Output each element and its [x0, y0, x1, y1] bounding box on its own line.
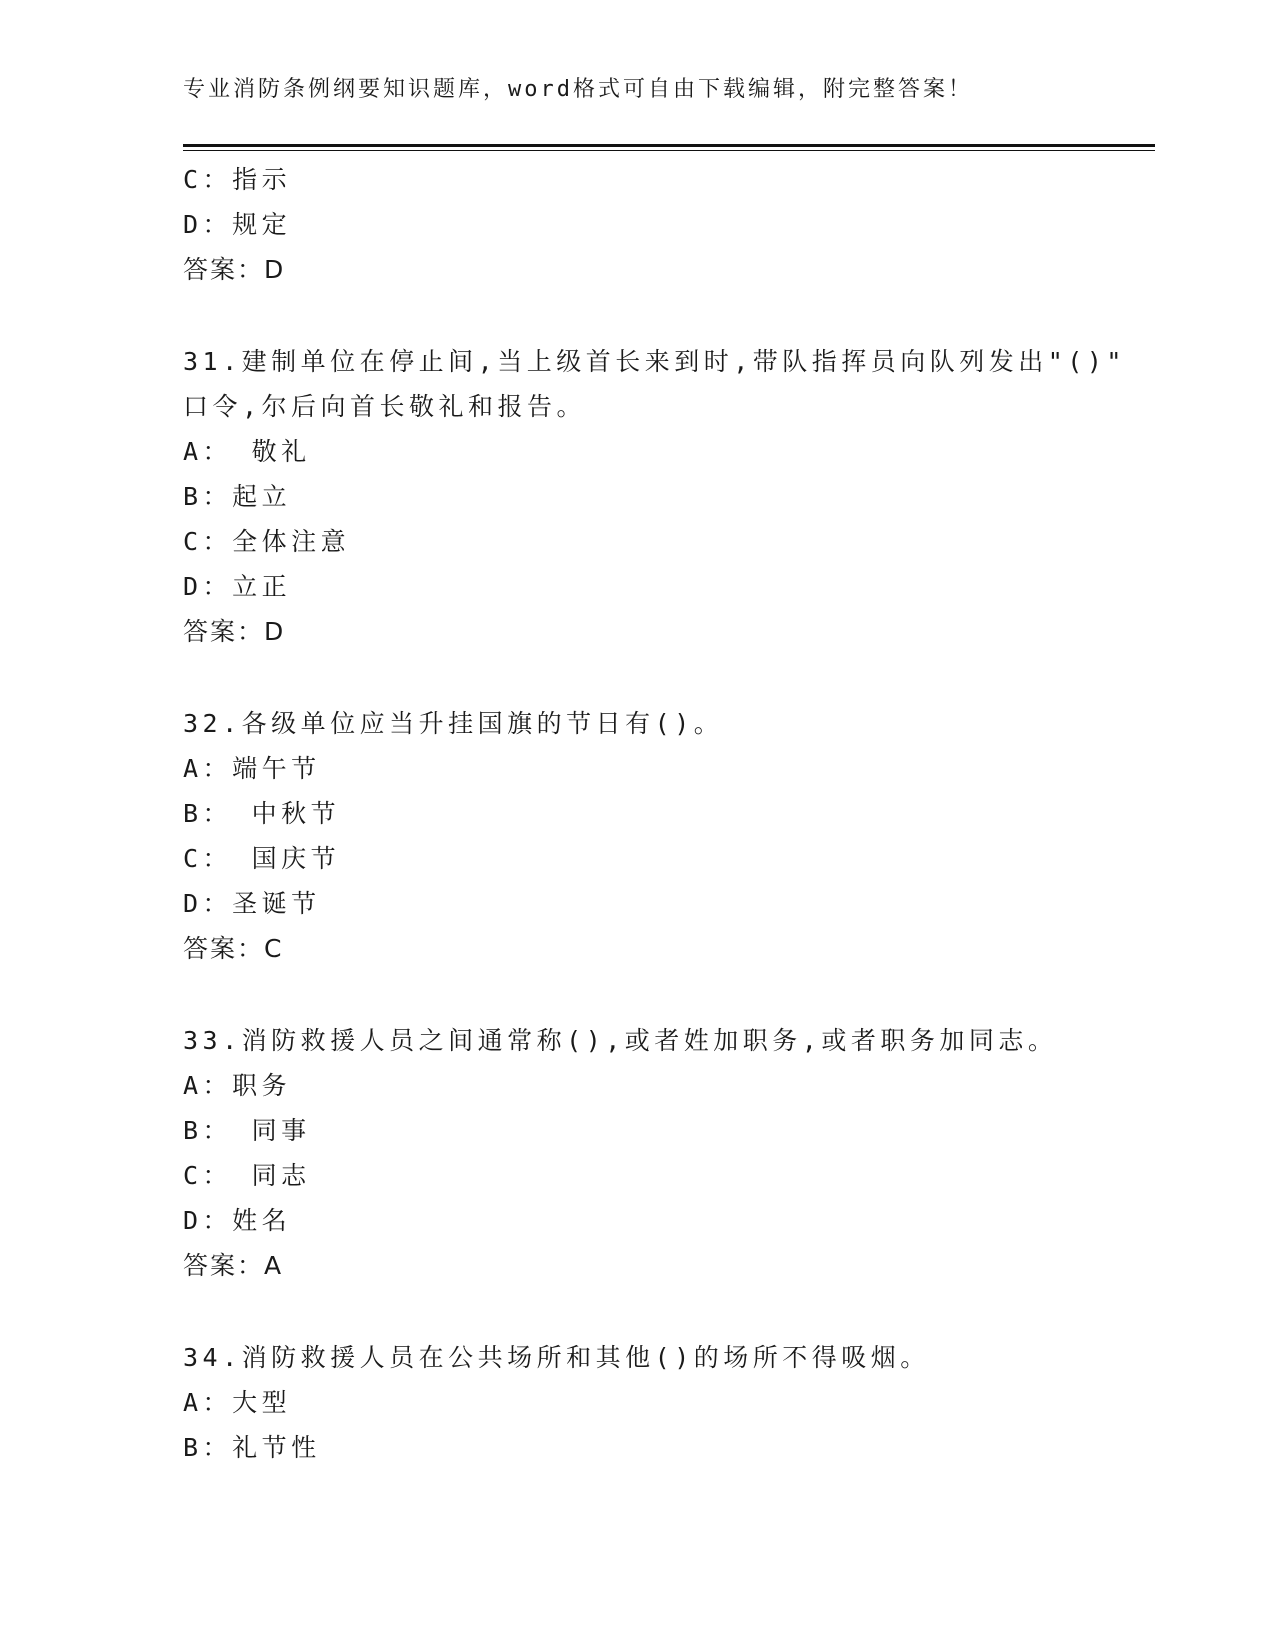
question-stem: 31.建制单位在停止间,当上级首长来到时,带队指挥员向队列发出"()" [183, 347, 1126, 376]
option-line: B：起立 [183, 482, 292, 511]
question-content [183, 157, 1126, 1470]
option-line: D：立正 [183, 572, 292, 601]
question-stem: 口令,尔后向首长敬礼和报告。 [183, 392, 587, 421]
question-stem: 33.消防救援人员之间通常称(),或者姓加职务,或者职务加同志。 [183, 1026, 1058, 1055]
answer-line: 答案：D [183, 617, 286, 646]
option-line: B： 同事 [183, 1116, 311, 1145]
option-line: C： 国庆节 [183, 844, 341, 873]
header-rule-thick [183, 144, 1155, 147]
option-line: C：指示 [183, 165, 292, 194]
header-rule-thin [183, 150, 1155, 151]
answer-line: 答案：D [183, 255, 286, 284]
option-line: A：大型 [183, 1388, 292, 1417]
option-line: A： 敬礼 [183, 437, 311, 466]
option-line: B： 中秋节 [183, 799, 341, 828]
option-line: A：端午节 [183, 754, 321, 783]
option-line: D：规定 [183, 210, 292, 239]
option-line: B：礼节性 [183, 1433, 321, 1462]
option-line: C：全体注意 [183, 527, 351, 556]
page-header: 专业消防条例纲要知识题库，word格式可自由下载编辑，附完整答案！ [183, 77, 973, 102]
option-line: D：圣诞节 [183, 889, 321, 918]
option-line: A：职务 [183, 1071, 292, 1100]
option-line: C： 同志 [183, 1161, 311, 1190]
option-line: D：姓名 [183, 1206, 292, 1235]
question-stem: 34.消防救援人员在公共场所和其他()的场所不得吸烟。 [183, 1343, 930, 1372]
answer-line: 答案：A [183, 1251, 284, 1280]
answer-line: 答案：C [183, 934, 284, 963]
question-stem: 32.各级单位应当升挂国旗的节日有()。 [183, 709, 724, 738]
